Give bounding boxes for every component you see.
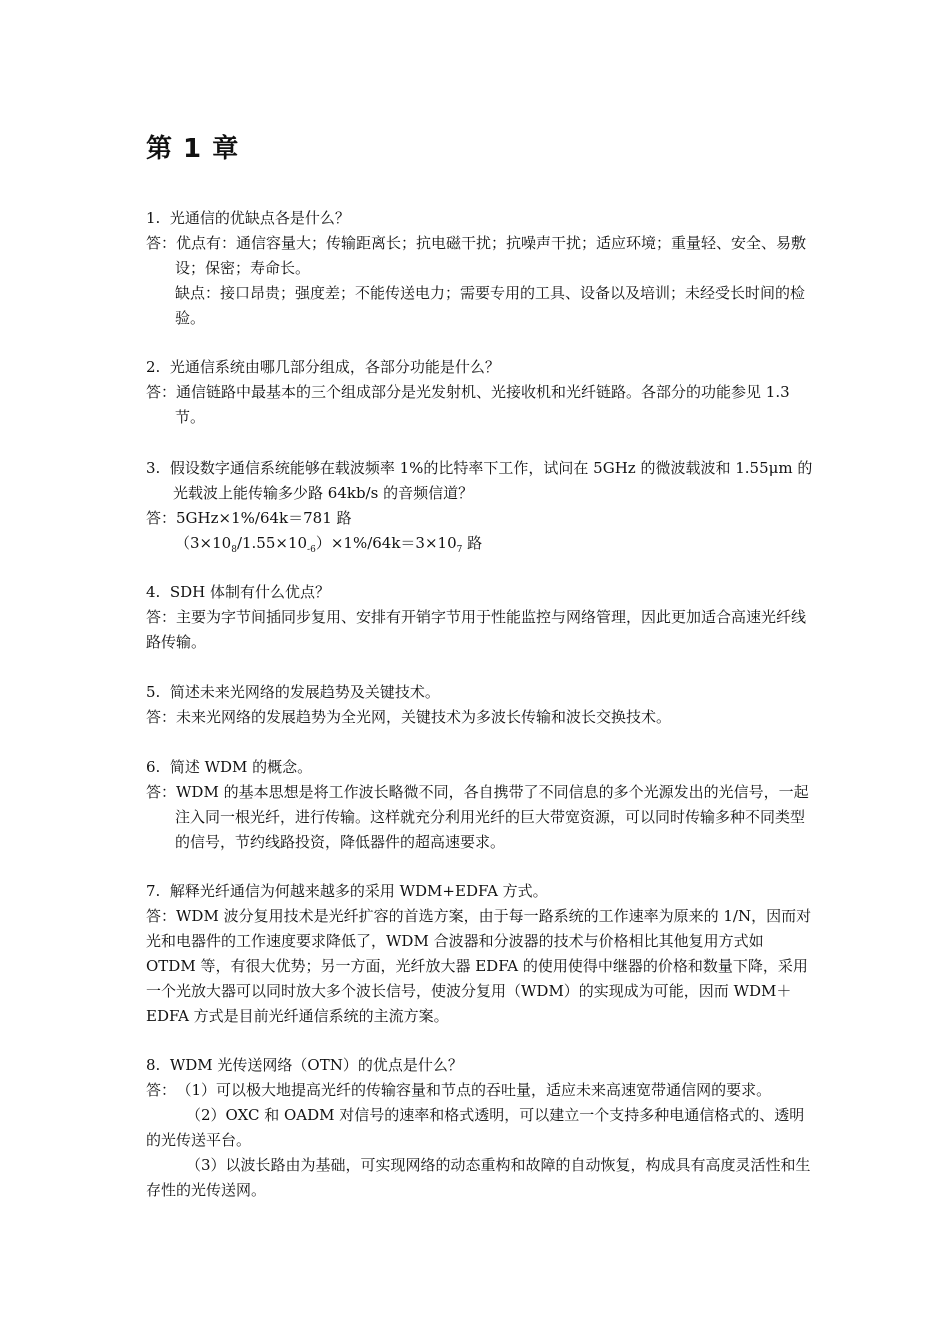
- qa-item-4: [146, 580, 814, 655]
- answer-label: 答：: [146, 234, 177, 252]
- answer-7: 答：WDM 波分复用技术是光纤扩容的首选方案，由于每一路系统的工作速率为原来的 1/N，因而对光和电器件的工作速度要求降低了，WDM 合波器和分波器的技术与价格相比其他复用方式如 OTDM 等，有很大优势；另一方面，光纤放大器 EDFA 的使用使得中继器的价格和数量下降，采用一个光放大器可以同时放大多个波长信号，使波分复用（WDM）的实现成为可能，因而 WDM＋EDFA 方式是目前光纤通信系统的主流方案。: [146, 907, 812, 1025]
- answer-3-line-2: $(3\times 10_8/1.55\times 10_{-6})\times 1\%/64k=3\times 10_7$ 路: [175, 534, 483, 555]
- answer-8-point-3: （3）以波长路由为基础，可实现网络的动态重构和故障的自动恢复，构成具有高度灵活性和生存性的光传送网。: [146, 1156, 811, 1199]
- answer-1-pros: [146, 231, 814, 281]
- answer-2: [146, 380, 814, 430]
- qa-item-8: [146, 1053, 814, 1203]
- answer-8-point-2: （2）OXC 和 OADM 对信号的速率和格式透明，可以建立一个支持多种电通信格式的、透明的光传送平台。: [146, 1106, 805, 1149]
- question-2: 2. 光通信系统由哪几部分组成，各部分功能是什么？: [146, 358, 500, 376]
- chapter-title: 第 1 章: [146, 134, 240, 164]
- question-5: 5. 简述未来光网络的发展趋势及关键技术。: [146, 683, 440, 701]
- qa-item-3: [146, 456, 814, 563]
- answer-8-point-1: [146, 1078, 814, 1103]
- question-6: 6. 简述 WDM 的概念。: [146, 758, 313, 776]
- answer-3-line-1: [146, 506, 814, 531]
- answer-label: 答：: [146, 383, 177, 401]
- answer-4: 答：主要为字节间插同步复用、安排有开销字节用于性能监控与网络管理，因此更加适合高速光纤线路传输。: [146, 608, 807, 651]
- qa-item-5: [146, 680, 814, 730]
- answer-text: 通信链路中最基本的三个组成部分是光发射机、光接收机和光纤链路。各部分的功能参见 1.3 节。: [175, 383, 790, 426]
- question-8: 8. WDM 光传送网络（OTN）的优点是什么？: [146, 1056, 463, 1074]
- question-3: 3. 假设数字通信系统能够在载波频率 1%的比特率下工作，试问在 5GHz 的微波载波和 1.55μm 的光载波上能传输多少路 64kb/s 的音频信道？: [146, 459, 813, 502]
- qa-item-1: [146, 206, 814, 331]
- question-1: 1. 光通信的优缺点各是什么？: [146, 209, 350, 227]
- answer-label: 答：: [146, 509, 177, 527]
- answer-text: 优点有：通信容量大；传输距离长；抗电磁干扰；抗噪声干扰；适应环境；重量轻、安全、易敷设；保密；寿命长。: [175, 234, 807, 277]
- answer-6: 答：WDM 的基本思想是将工作波长略微不同，各自携带了不同信息的多个光源发出的光信号，一起注入同一根光纤，进行传输。这样就充分利用光纤的巨大带宽资源，可以同时传输多种不同类型的信号，节约线路投资，降低器件的超高速要求。: [146, 783, 809, 851]
- answer-text: 5GHz×1%/64k＝781 路: [176, 509, 352, 527]
- qa-item-2: [146, 355, 814, 430]
- answer-label: 答：: [146, 1081, 177, 1099]
- question-7: 7. 解释光纤通信为何越来越多的采用 WDM+EDFA 方式。: [146, 882, 548, 900]
- qa-item-7: [146, 879, 814, 1029]
- qa-item-6: [146, 755, 814, 855]
- answer-text: （1）可以极大地提高光纤的传输容量和节点的吞吐量，适应未来高速宽带通信网的要求。: [184, 1081, 772, 1099]
- answer-1-cons: 缺点：接口昂贵；强度差；不能传送电力；需要专用的工具、设备以及培训；未经受长时间的检验。: [175, 284, 806, 327]
- question-4: 4. SDH 体制有什么优点？: [146, 583, 330, 601]
- answer-5: 答：未来光网络的发展趋势为全光网，关键技术为多波长传输和波长交换技术。: [146, 708, 672, 726]
